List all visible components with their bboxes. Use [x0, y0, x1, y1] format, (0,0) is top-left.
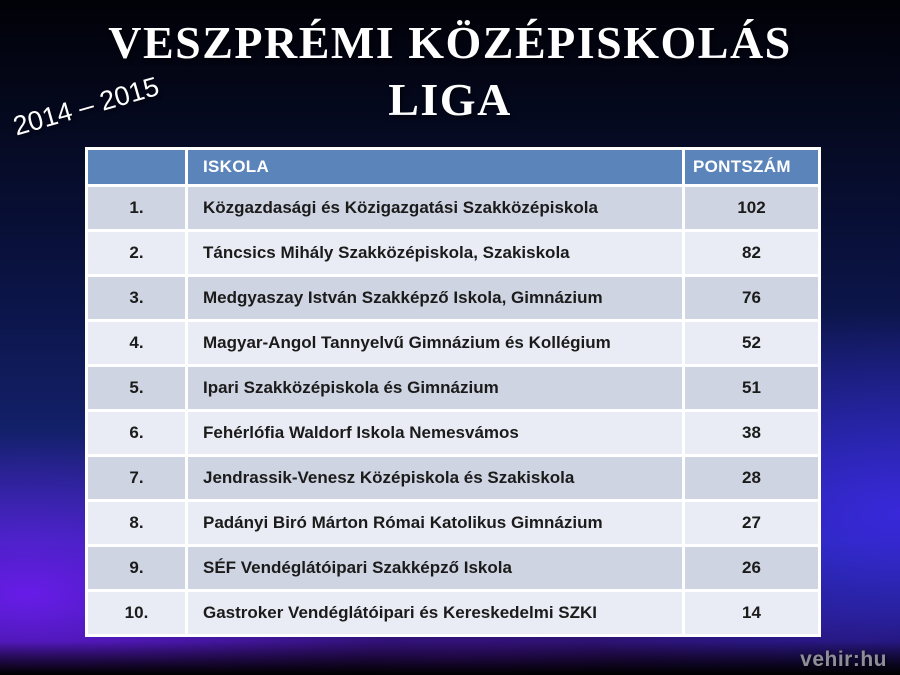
slide-title-line1: VESZPRÉMI KÖZÉPISKOLÁS: [108, 17, 792, 68]
school-cell: Magyar-Angol Tannyelvű Gimnázium és Kollégium: [187, 321, 684, 366]
rank-cell: 6.: [87, 411, 187, 456]
school-cell: Padányi Biró Márton Római Katolikus Gimnázium: [187, 501, 684, 546]
table-row: [87, 546, 820, 591]
table-row: [87, 186, 820, 231]
school-cell: Közgazdasági és Közigazgatási Szakközépiskola: [187, 186, 684, 231]
table-row: [87, 501, 820, 546]
table-row: [87, 276, 820, 321]
points-cell: 82: [684, 231, 820, 276]
rank-cell: 9.: [87, 546, 187, 591]
points-cell: 76: [684, 276, 820, 321]
rank-cell: 4.: [87, 321, 187, 366]
table-header: [87, 149, 820, 186]
table-header-row: [87, 149, 820, 186]
slide-title-line2: LIGA: [388, 74, 512, 125]
points-cell: 38: [684, 411, 820, 456]
table-row: [87, 321, 820, 366]
points-cell: 26: [684, 546, 820, 591]
points-cell: 27: [684, 501, 820, 546]
points-cell: 51: [684, 366, 820, 411]
school-cell: Gastroker Vendéglátóipari és Kereskedelmi SZKI: [187, 591, 684, 636]
points-cell: 28: [684, 456, 820, 501]
points-cell: 14: [684, 591, 820, 636]
rank-cell: 8.: [87, 501, 187, 546]
points-cell: 52: [684, 321, 820, 366]
points-cell: 102: [684, 186, 820, 231]
rank-cell: 3.: [87, 276, 187, 321]
header-rank-cell: [87, 149, 187, 186]
league-standings-table: [85, 147, 821, 637]
table-row: [87, 366, 820, 411]
rank-cell: 2.: [87, 231, 187, 276]
table-row: [87, 456, 820, 501]
school-cell: SÉF Vendéglátóipari Szakképző Iskola: [187, 546, 684, 591]
table-row: [87, 231, 820, 276]
header-points-cell: PONTSZÁM: [684, 149, 820, 186]
watermark-logo: vehir:hu: [800, 648, 887, 671]
school-cell: Medgyaszay István Szakképző Iskola, Gimnázium: [187, 276, 684, 321]
table-row: [87, 591, 820, 636]
rank-cell: 1.: [87, 186, 187, 231]
slide-title: [0, 14, 900, 128]
table-body: [87, 186, 820, 636]
table-row: [87, 411, 820, 456]
season-label: 2014 – 2015: [9, 71, 163, 142]
header-school-cell: ISKOLA: [187, 149, 684, 186]
rank-cell: 7.: [87, 456, 187, 501]
school-cell: Jendrassik-Venesz Középiskola és Szakiskola: [187, 456, 684, 501]
rank-cell: 10.: [87, 591, 187, 636]
rank-cell: 5.: [87, 366, 187, 411]
school-cell: Ipari Szakközépiskola és Gimnázium: [187, 366, 684, 411]
school-cell: Táncsics Mihály Szakközépiskola, Szakiskola: [187, 231, 684, 276]
school-cell: Fehérlófia Waldorf Iskola Nemesvámos: [187, 411, 684, 456]
